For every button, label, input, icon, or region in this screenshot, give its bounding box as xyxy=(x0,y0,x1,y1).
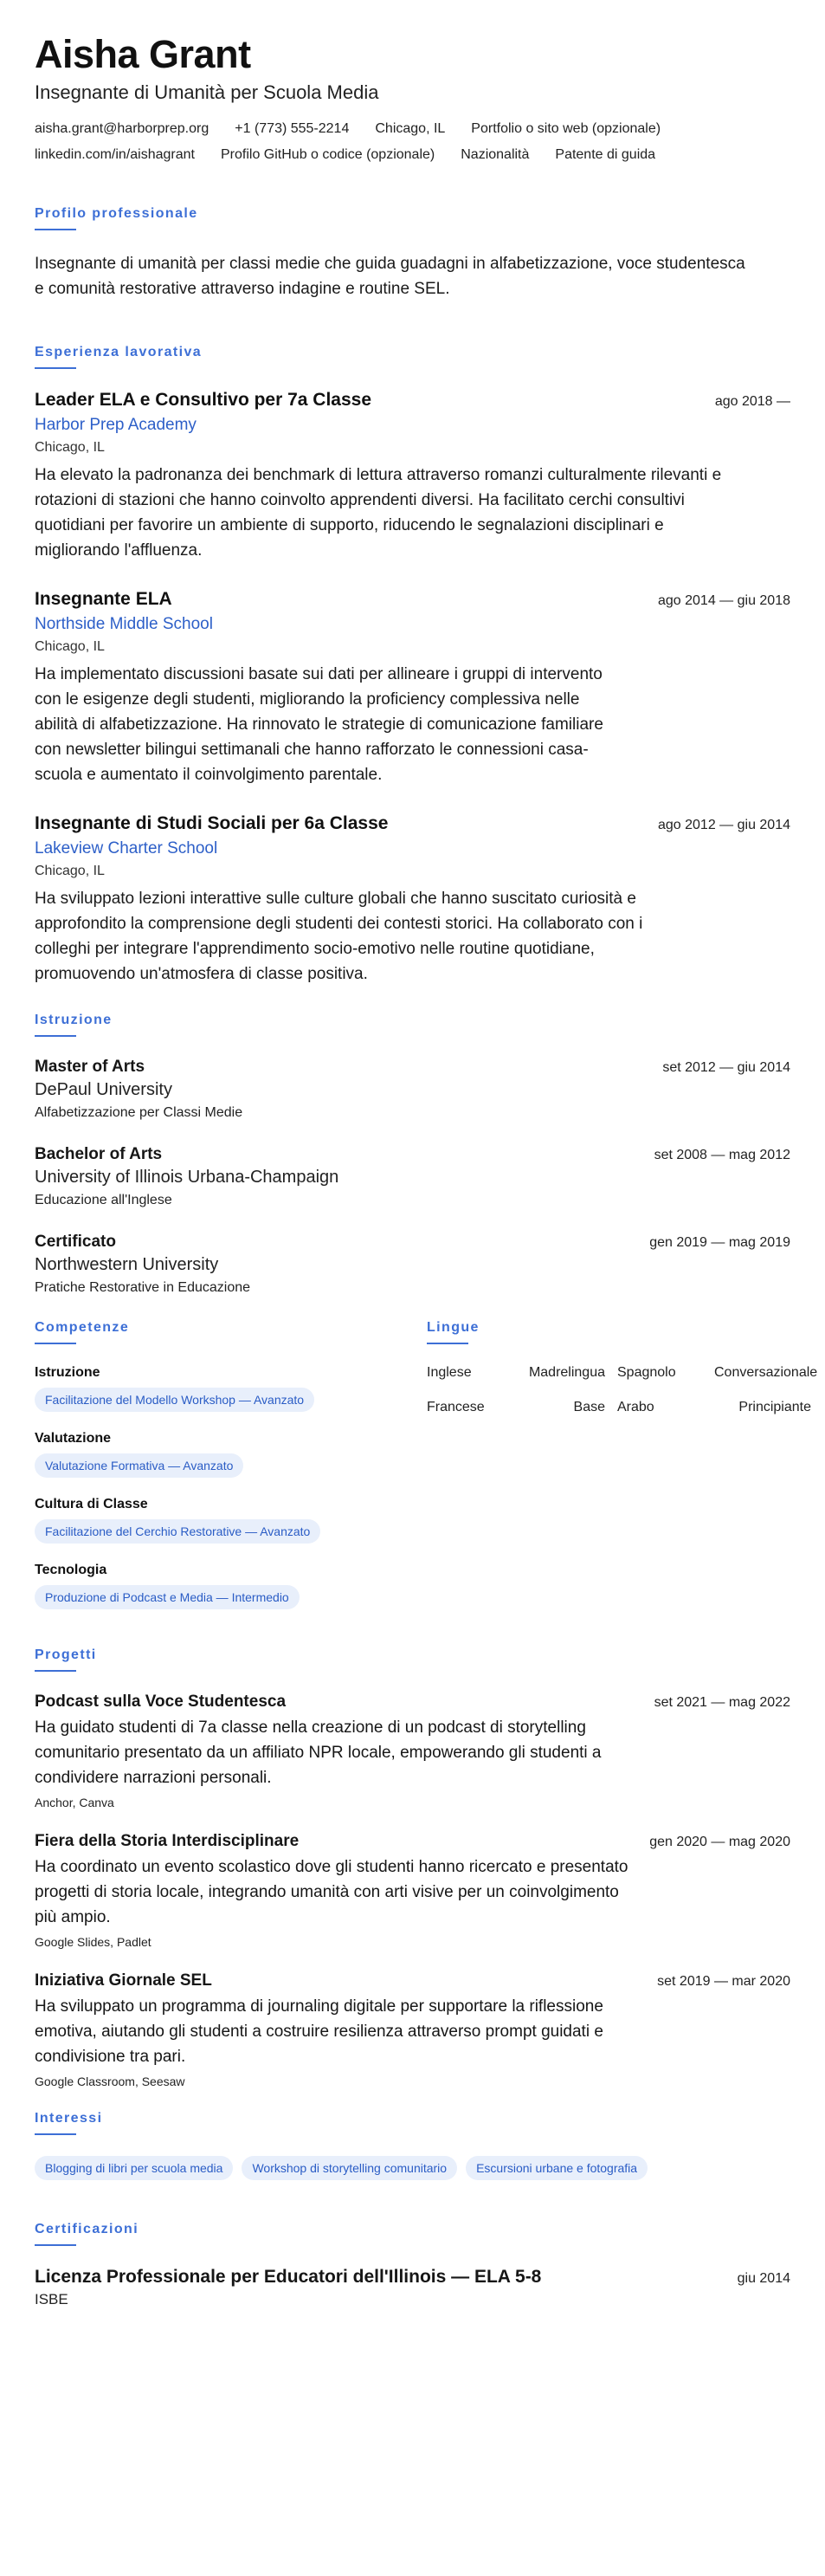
school: University of Illinois Urbana-Champaign xyxy=(35,1168,339,1187)
job-description: Ha sviluppato lezioni interattive sulle culture globali che hanno suscitato curiosità e approfondito la comprensione degli studenti dei contesti storici. Ha collaborato con i colleghi per integrare l'apprendimento socio-emotivo nelle routine quotidiane, promuovendo un'atmosfera di classe positiva. xyxy=(35,890,643,983)
skill-group xyxy=(35,1431,427,1478)
project-date: set 2021 — mag 2022 xyxy=(654,1695,790,1710)
interests-list xyxy=(35,2156,790,2180)
education-date: set 2008 — mag 2012 xyxy=(654,1148,790,1162)
project-tools: Anchor, Canva xyxy=(35,1796,114,1809)
degree: Certificato xyxy=(35,1233,116,1251)
job-title: Insegnante di Studi Sociali per 6a Classe xyxy=(35,813,389,833)
contact-list xyxy=(35,121,790,163)
job-title: Insegnante ELA xyxy=(35,589,172,609)
section-title-education: Istruzione xyxy=(35,1013,113,1027)
certifications-section xyxy=(35,2222,790,2308)
experience-item xyxy=(35,813,790,987)
contact-github[interactable]: Profilo GitHub o codice (opzionale) xyxy=(221,147,435,162)
project-item xyxy=(35,1832,790,1949)
resume-header xyxy=(35,33,790,163)
school: Northwestern University xyxy=(35,1255,219,1274)
section-divider xyxy=(427,1343,468,1344)
skill-tag: Facilitazione del Modello Workshop — Avanzato xyxy=(35,1388,314,1412)
skill-category: Tecnologia xyxy=(35,1563,107,1577)
project-date: gen 2020 — mag 2020 xyxy=(649,1835,790,1849)
job-company[interactable]: Harbor Prep Academy xyxy=(35,416,197,434)
project-description: Ha guidato studenti di 7a classe nella creazione di un podcast di storytelling comunitario presentato da un affiliato NPR locale, empowerando gli studenti a condividere narrazioni personali. xyxy=(35,1718,602,1787)
job-location: Chicago, IL xyxy=(35,440,105,455)
degree: Bachelor of Arts xyxy=(35,1145,163,1163)
project-date: set 2019 — mar 2020 xyxy=(657,1974,790,1989)
field-of-study: Pratiche Restorative in Educazione xyxy=(35,1280,251,1295)
section-title-languages: Lingue xyxy=(427,1320,480,1335)
job-company[interactable]: Northside Middle School xyxy=(35,615,213,633)
job-date: ago 2014 — giu 2018 xyxy=(657,593,790,608)
section-divider xyxy=(35,2244,76,2246)
language-level: Principiante xyxy=(738,1400,811,1414)
languages-list xyxy=(427,1365,818,1415)
section-divider xyxy=(35,229,76,230)
language-name: Arabo xyxy=(617,1400,654,1414)
school: DePaul University xyxy=(35,1080,172,1099)
contact-phone[interactable]: +1 (773) 555-2214 xyxy=(235,121,350,136)
languages-section xyxy=(427,1320,818,1628)
language-level: Base xyxy=(573,1400,605,1414)
contact-linkedin[interactable]: linkedin.com/in/aishagrant xyxy=(35,147,195,162)
skill-tag: Valutazione Formativa — Avanzato xyxy=(35,1453,243,1478)
project-title: Podcast sulla Voce Studentesca xyxy=(35,1693,287,1711)
section-title-certifications: Certificazioni xyxy=(35,2222,139,2236)
language-level: Madrelingua xyxy=(528,1365,605,1380)
candidate-name: Aisha Grant xyxy=(35,32,251,76)
skill-tag: Facilitazione del Cerchio Restorative — Avanzato xyxy=(35,1519,320,1544)
section-title-experience: Esperienza lavorativa xyxy=(35,345,203,359)
certification-title: Licenza Professionale per Educatori dell'Illinois — ELA 5-8 xyxy=(35,2267,542,2287)
section-divider xyxy=(35,1035,76,1037)
contact-location: Chicago, IL xyxy=(375,121,446,136)
section-divider xyxy=(35,367,76,369)
interest-tag: Escursioni urbane e fotografia xyxy=(466,2156,648,2180)
job-location: Chicago, IL xyxy=(35,639,105,654)
job-company[interactable]: Lakeview Charter School xyxy=(35,839,218,858)
project-tools: Google Classroom, Seesaw xyxy=(35,2074,185,2088)
language-name: Inglese xyxy=(427,1365,472,1380)
certification-issuer: ISBE xyxy=(35,2291,68,2307)
project-tools: Google Slides, Padlet xyxy=(35,1935,151,1949)
education-date: gen 2019 — mag 2019 xyxy=(649,1235,790,1250)
interests-section xyxy=(35,2111,790,2180)
field-of-study: Educazione all'Inglese xyxy=(35,1193,172,1207)
degree: Master of Arts xyxy=(35,1058,145,1076)
language-level: Conversazionale xyxy=(714,1365,818,1380)
certification-item xyxy=(35,2267,790,2308)
job-date: ago 2012 — giu 2014 xyxy=(657,818,790,832)
experience-section xyxy=(35,345,790,987)
education-item xyxy=(35,1058,790,1121)
education-date: set 2012 — giu 2014 xyxy=(662,1060,790,1075)
skill-group xyxy=(35,1365,427,1412)
interest-tag: Blogging di libri per scuola media xyxy=(35,2156,233,2180)
interest-tag: Workshop di storytelling comunitario xyxy=(242,2156,457,2180)
skill-group xyxy=(35,1563,427,1609)
projects-section xyxy=(35,1647,790,2088)
section-title-profile: Profilo professionale xyxy=(35,206,198,221)
certification-date: giu 2014 xyxy=(737,2271,790,2286)
section-divider xyxy=(35,1670,76,1672)
experience-item xyxy=(35,390,790,563)
skill-group xyxy=(35,1497,427,1544)
section-title-skills: Competenze xyxy=(35,1320,130,1335)
experience-item xyxy=(35,589,790,787)
section-divider xyxy=(35,2133,76,2135)
contact-email[interactable]: aisha.grant@harborprep.org xyxy=(35,121,209,136)
section-title-interests: Interessi xyxy=(35,2111,103,2126)
section-title-projects: Progetti xyxy=(35,1647,97,1662)
skill-category: Istruzione xyxy=(35,1365,100,1380)
project-description: Ha coordinato un evento scolastico dove gli studenti hanno ricercato e presentato progetti di storia locale, integrando umanità con arti visive per un coinvolgimento più ampio. xyxy=(35,1858,628,1926)
contact-nationality: Nazionalità xyxy=(461,147,530,162)
contact-driving-license: Patente di guida xyxy=(555,147,656,162)
language-name: Francese xyxy=(427,1400,485,1414)
project-item xyxy=(35,1971,790,2088)
project-item xyxy=(35,1693,790,1809)
education-item xyxy=(35,1233,790,1296)
job-description: Ha implementato discussioni basate sui dati per allineare i gruppi di intervento con le esigenze degli studenti, migliorando la proficiency complessiva nelle abilità di alfabetizzazione. Ha rinnovato le strategie di comunicazione familiare con newsletter bilingui settimanali che hanno rafforzato le connessioni casa-scuola e aumentato il coinvolgimento parentale. xyxy=(35,665,603,784)
skills-section xyxy=(35,1320,427,1628)
job-date: ago 2018 — xyxy=(714,394,790,409)
job-title: Leader ELA e Consultivo per 7a Classe xyxy=(35,390,372,410)
skill-category: Cultura di Classe xyxy=(35,1497,148,1511)
job-location: Chicago, IL xyxy=(35,864,105,878)
section-divider xyxy=(35,1343,76,1344)
project-description: Ha sviluppato un programma di journaling digitale per supportare la riflessione emotiva, aiutando gli studenti a costruire resilienza attraverso prompt guidati e condivisione tra pari. xyxy=(35,1997,603,2066)
education-item xyxy=(35,1145,790,1208)
language-name: Spagnolo xyxy=(617,1365,676,1380)
skills-languages-row xyxy=(35,1320,818,1628)
profile-summary: Insegnante di umanità per classi medie che guida guadagni in alfabetizzazione, voce studentesca e comunità restorative attraverso indagine e routine SEL. xyxy=(35,255,745,298)
candidate-title: Insegnante di Umanità per Scuola Media xyxy=(35,81,379,103)
project-title: Fiera della Storia Interdisciplinare xyxy=(35,1832,300,1850)
field-of-study: Alfabetizzazione per Classi Medie xyxy=(35,1105,243,1120)
skill-tag: Produzione di Podcast e Media — Intermedio xyxy=(35,1585,300,1609)
project-title: Iniziativa Giornale SEL xyxy=(35,1971,212,1990)
skill-category: Valutazione xyxy=(35,1431,112,1446)
education-section xyxy=(35,1013,790,1296)
contact-portfolio[interactable]: Portfolio o sito web (opzionale) xyxy=(471,121,661,136)
job-description: Ha elevato la padronanza dei benchmark di lettura attraverso romanzi culturalmente rilevanti e rotazioni di stazioni che hanno coinvolto apprendenti diversi. Ha facilitato cerchi consultivi quotidiani per favorire un ambiente di supporto, riducendo le segnalazioni disciplinari e migliorando l'affluenza. xyxy=(35,466,722,560)
profile-section xyxy=(35,206,790,301)
